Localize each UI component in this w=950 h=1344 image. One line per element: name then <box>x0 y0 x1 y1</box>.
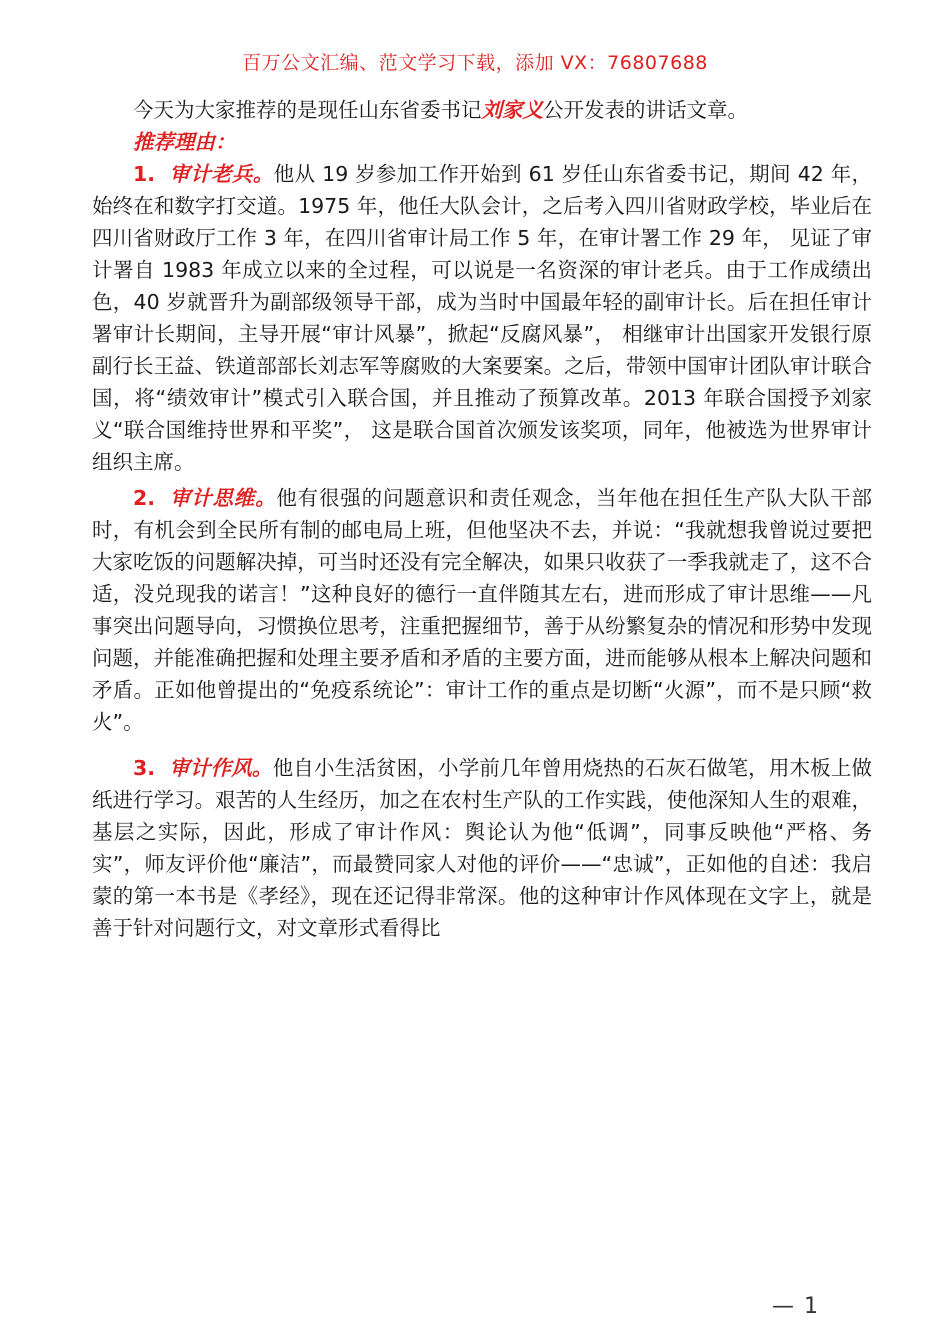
section-title: 审计思维。 <box>169 486 277 510</box>
section-body: 他有很强的问题意识和责任观念，当年他在担任生产队大队干部时，有机会到全民所有制的邮电局上班，但他坚决不去，并说：“我就想我曾说过要把大家吃饭的问题解决掉，可当时还没有完全解决，如果只收获了一季我就走了，这不合适，没兑现我的诺言！”这种良好的德行一直伴随其左右，进而形成了审计思维——凡事突出问题导向，习惯换位思考，注重把握细节，善于从纷繁复杂的情况和形势中发现问题，并能准确把握和处理主要矛盾和矛盾的主要方面，进而能够从根本上解决问题和矛盾。正如他曾提出的“免疫系统论”：审计工作的重点是切断“火源”，而不是只顾“救火”。 <box>92 486 873 734</box>
section-title: 审计老兵。 <box>169 162 274 186</box>
section-paragraph-3 <box>92 752 872 944</box>
intro-text-before: 今天为大家推荐的是现任山东省委书记 <box>133 98 482 122</box>
page-number <box>772 1294 818 1319</box>
section-number: 1. <box>133 162 156 186</box>
highlighted-name: 刘家义 <box>481 98 543 122</box>
intro-paragraph <box>92 94 872 126</box>
page-number-value: 1 <box>804 1294 818 1319</box>
section-body: 他从 19 岁参加工作开始到 61 岁任山东省委书记，期间 42 年，始终在和数字打交道。1975 年，他任大队会计，之后考入四川省财政学校，毕业后在四川省财政厅工作 3 年，在四川省审计局工作 5 年，在审计署工作 29 年， 见证了审计署自 1983 年成立以来的全过程，可以说是一名资深的审计老兵。由于工作成绩出色，40 岁就晋升为副部级领导干部，成为当时中国最年轻的副审计长。后在担任审计署审计长期间，主导开展“审计风暴”，掀起“反腐风暴”， 相继审计出国家开发银行原副行长王益、铁道部部长刘志军等腐败的大案要案。之后，带领中国审计团队审计联合国，将“绩效审计”模式引入联合国，并且推动了预算改革。2013 年联合国授予刘家义“联合国维持世界和平奖”， 这是联合国首次颁发该奖项，同年，他被选为世界审计组织主席。 <box>92 162 872 474</box>
intro-text-after: 公开发表的讲话文章。 <box>543 98 748 122</box>
page-dash: — <box>772 1294 794 1319</box>
section-title: 审计作风。 <box>169 756 273 780</box>
section-body: 他自小生活贫困，小学前几年曾用烧热的石灰石做笔，用木板上做纸进行学习。艰苦的人生经历，加之在农村生产队的工作实践，使他深知人生的艰难，基层之实际，因此，形成了审计作风：舆论认为他“低调”，同事反映他“严格、务实”，师友评价他“廉洁”，而最赞同家人对他的评价——“忠诚”，正如他的自述：我启蒙的第一本书是《孝经》，现在还记得非常深。他的这种审计作风体现在文字上，就是善于针对问题行文，对文章形式看得比 <box>92 756 873 940</box>
reason-heading: 推荐理由： <box>133 130 236 154</box>
watermark-header: 百万公文汇编、范文学习下载，添加 VX：76807688 <box>242 52 708 74</box>
section-number: 3. <box>133 756 156 780</box>
section-number: 2. <box>133 486 156 510</box>
document-body <box>92 94 872 944</box>
section-paragraph-2 <box>92 482 872 738</box>
section-paragraph-1 <box>92 158 872 478</box>
